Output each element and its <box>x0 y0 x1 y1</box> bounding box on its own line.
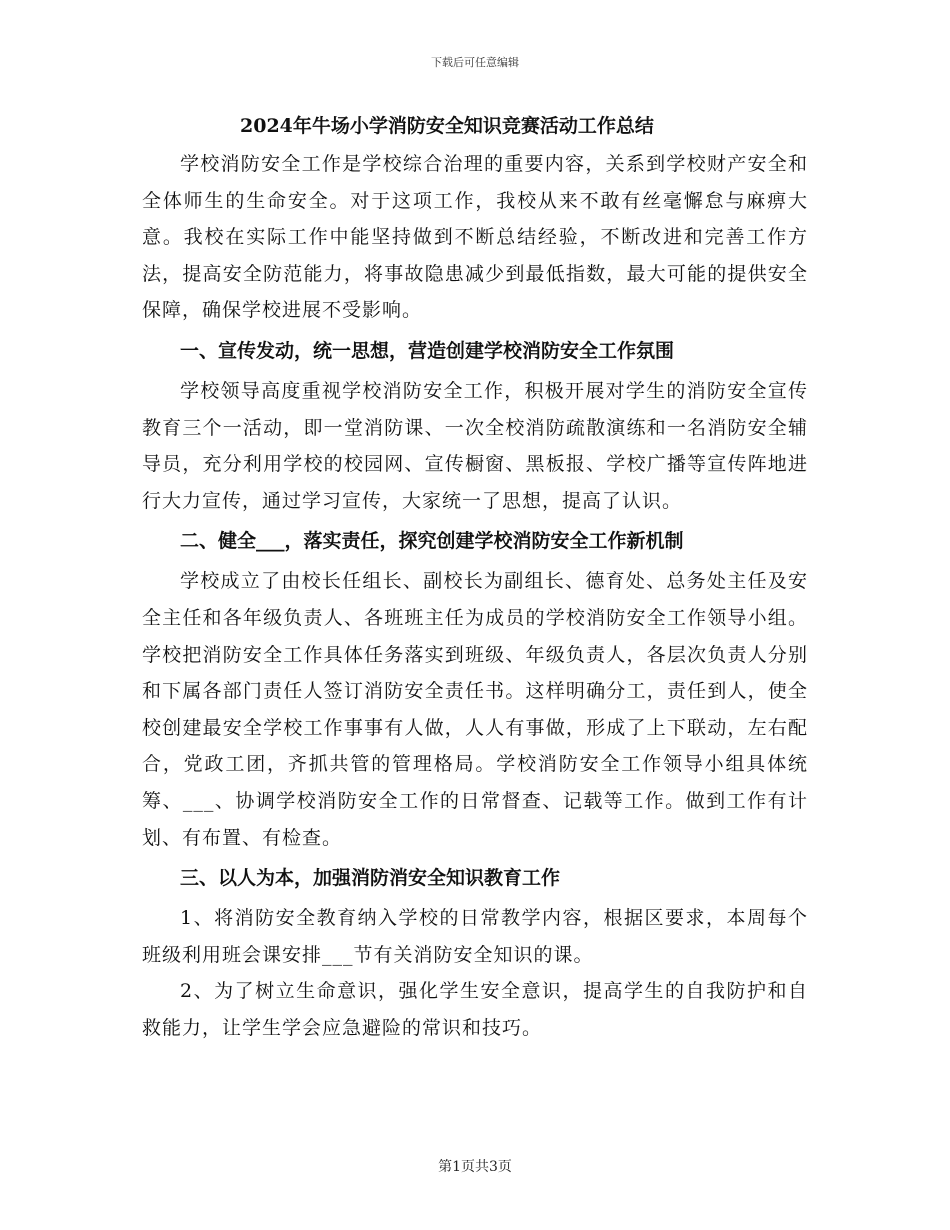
intro-paragraph: 学校消防安全工作是学校综合治理的重要内容，关系到学校财产安全和全体师生的生命安全。对于这项工作，我校从来不敢有丝毫懈怠与麻痹大意。我校在实际工作中能坚持做到不断总结经验，不断改进和完善工作方法，提高安全防范能力，将事故隐患减少到最低指数，最大可能的提供安全保障，确保学校进展不受影响。 <box>142 153 808 322</box>
page-number-indicator: 第1页共3页 <box>438 1159 512 1175</box>
page-header-note: 下载后可任意编辑 <box>431 56 519 69</box>
section-1-paragraph: 学校领导高度重视学校消防安全工作，积极开展对学生的消防安全宣传教育三个一活动，即一堂消防课、一次全校消防疏散演练和一名消防安全辅导员，充分利用学校的校园网、宣传橱窗、黑板报、学校广播等宣传阵地进行大力宣传，通过学习宣传，大家统一了思想，提高了认识。 <box>142 379 808 512</box>
document-body <box>142 108 808 1046</box>
section-1-heading: 一、宣传发动，统一思想，营造创建学校消防安全工作氛围 <box>180 339 675 362</box>
section-2-heading: 二、健全___，落实责任，探究创建学校消防安全工作新机制 <box>180 530 684 553</box>
section-3-heading: 三、以人为本，加强消防消安全知识教育工作 <box>180 867 561 890</box>
section-3-item-1: 1、将消防安全教育纳入学校的日常教学内容，根据区要求，本周每个班级利用班会课安排___节有关消防安全知识的课。 <box>142 907 808 966</box>
document-title: 2024年牛场小学消防安全知识竞赛活动工作总结 <box>240 115 654 137</box>
section-3-item-2: 2、为了树立生命意识，强化学生安全意识，提高学生的自我防护和自救能力，让学生学会应急避险的常识和技巧。 <box>142 980 808 1039</box>
section-2-paragraph: 学校成立了由校长任组长、副校长为副组长、德育处、总务处主任及安全主任和各年级负责人、各班班主任为成员的学校消防安全工作领导小组。学校把消防安全工作具体任务落实到班级、年级负责人，各层次负责人分别和下属各部门责任人签订消防安全责任书。这样明确分工，责任到人，使全校创建最安全学校工作事事有人做，人人有事做，形成了上下联动，左右配合，党政工团，齐抓共管的管理格局。学校消防安全工作领导小组具体统筹、___、协调学校消防安全工作的日常督查、记载等工作。做到工作有计划、有布置、有检查。 <box>142 570 808 849</box>
